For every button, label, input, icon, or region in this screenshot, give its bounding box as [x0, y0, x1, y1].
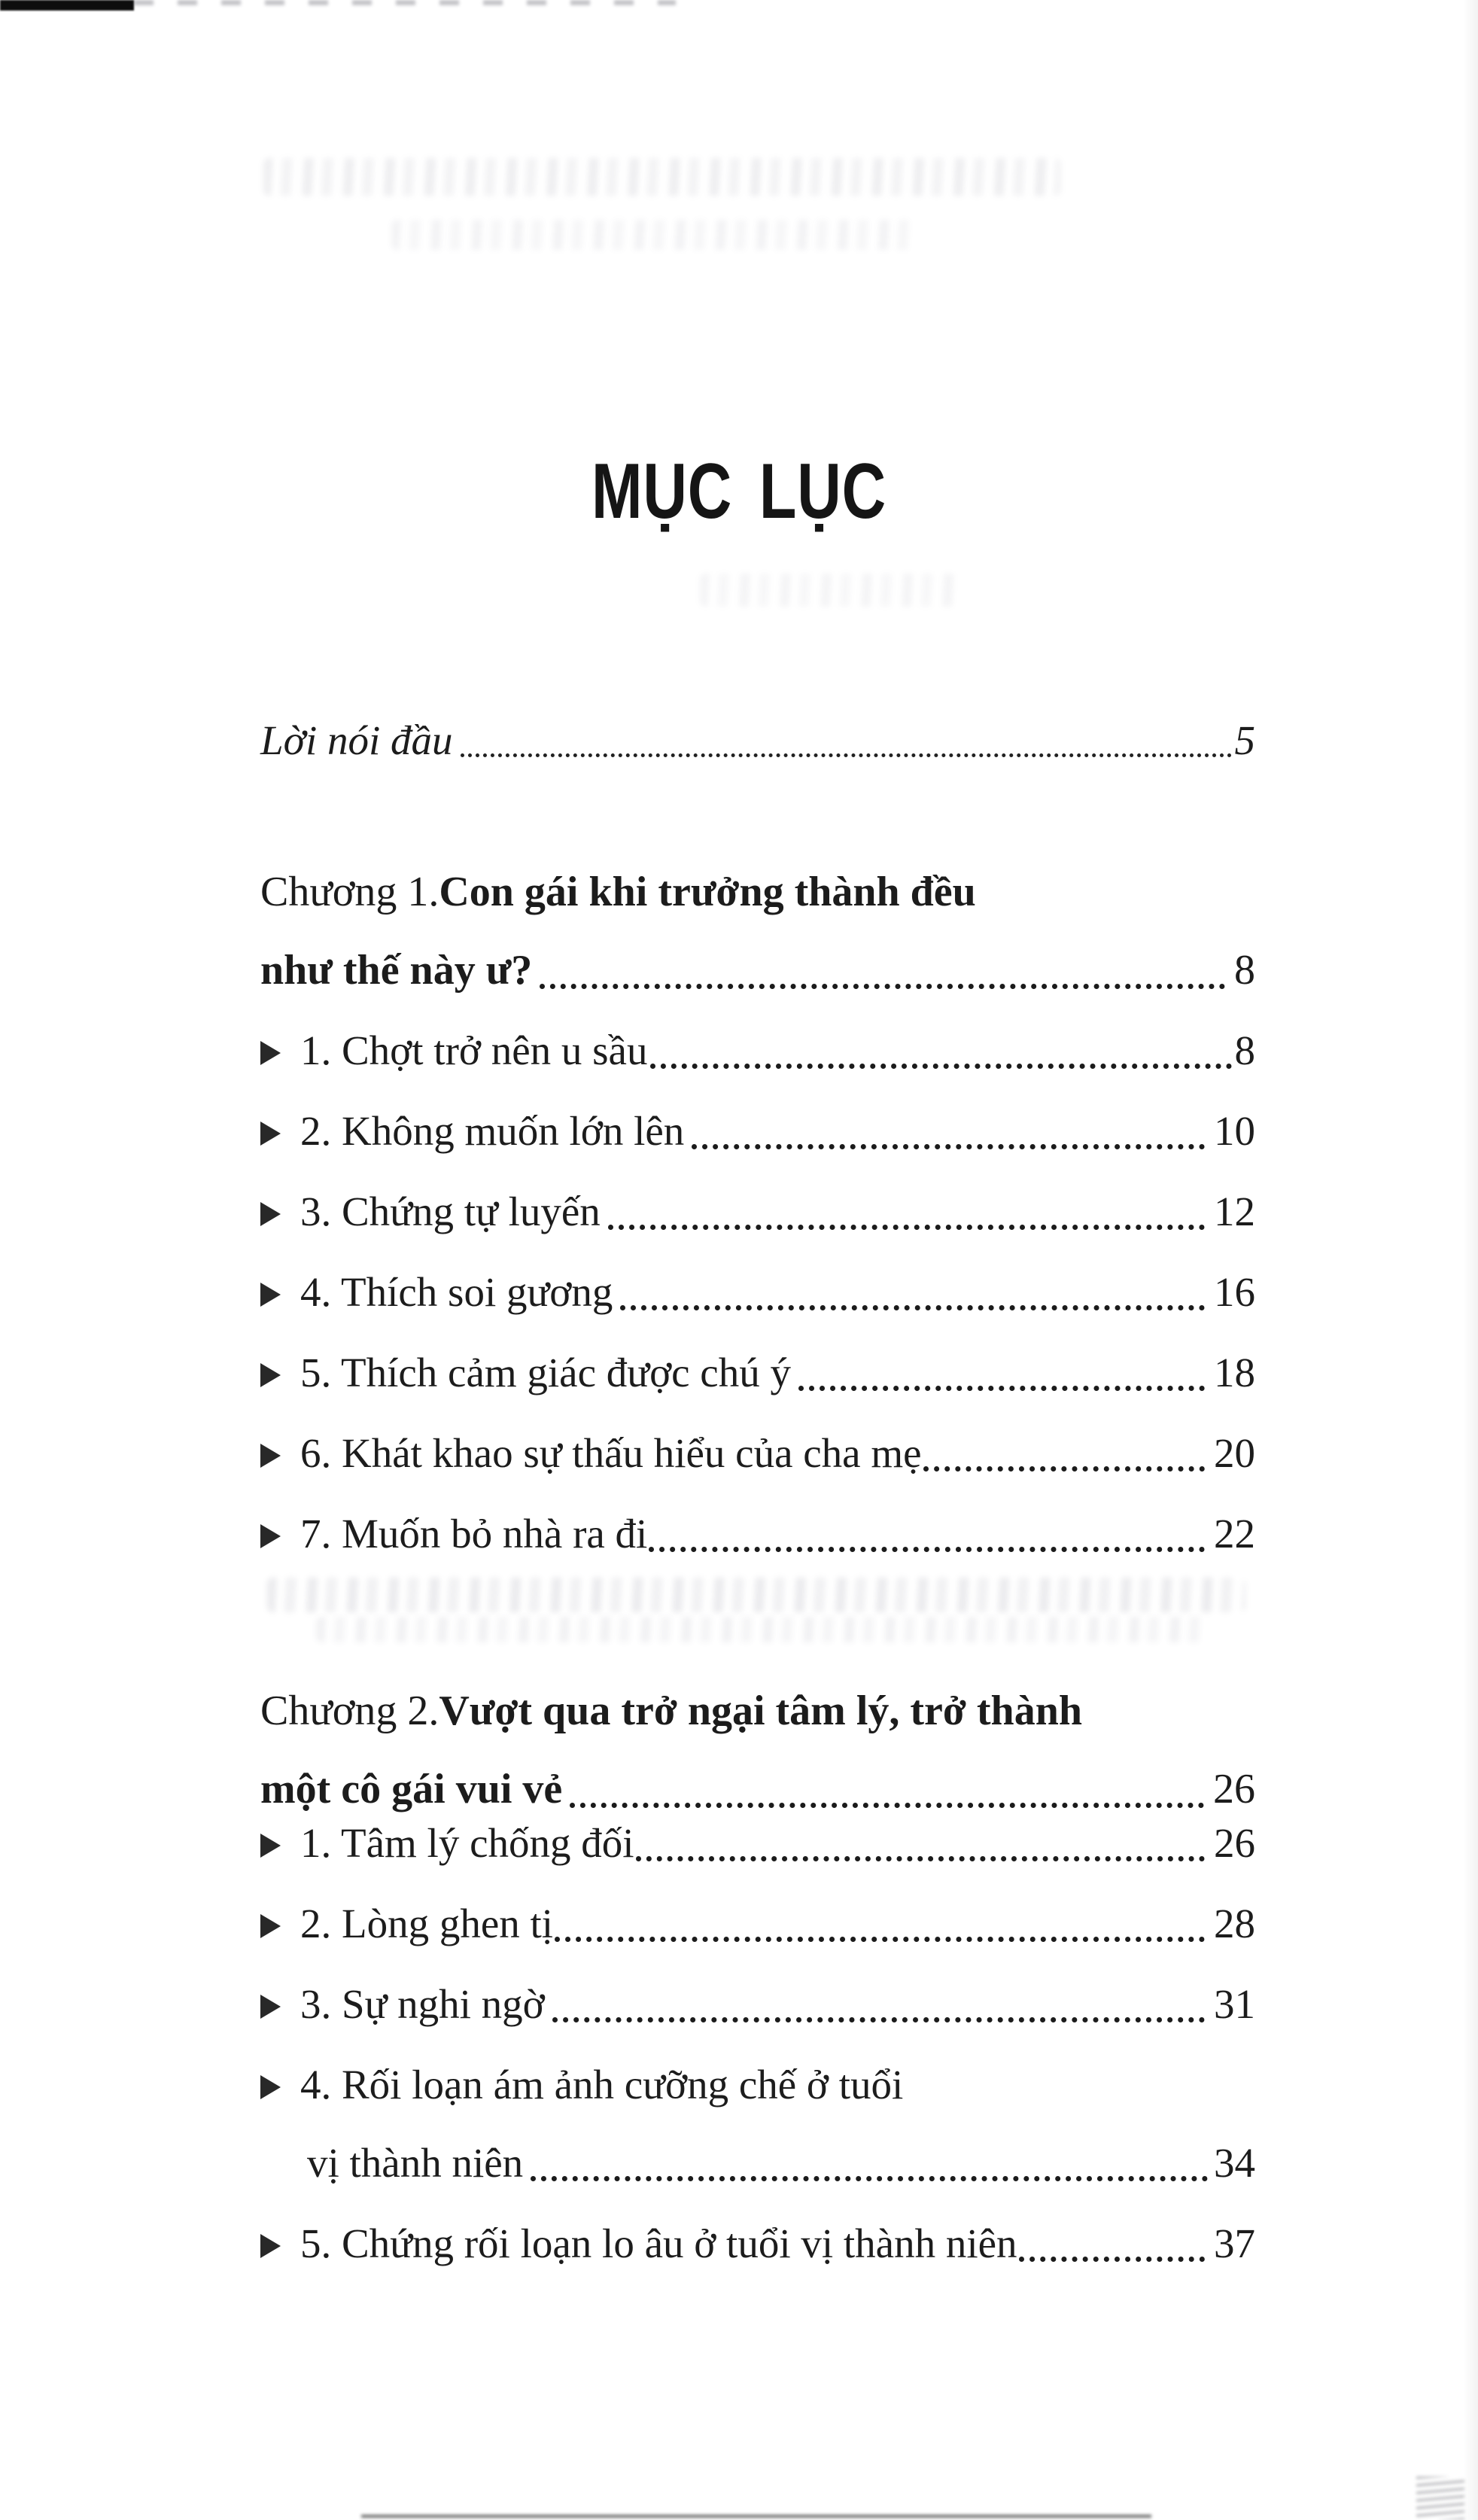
bleed-through-text-band	[263, 158, 1061, 196]
chapter-prefix: Chương 2.	[260, 1688, 439, 1734]
preface-label: Lời nói đầu	[260, 717, 453, 763]
triangle-bullet-icon	[260, 1995, 281, 2019]
entry-label: 2. Lòng ghen tị	[300, 1901, 554, 1946]
page-number: 10	[1214, 1108, 1255, 1154]
triangle-bullet-icon	[260, 1914, 281, 1938]
dot-leader	[570, 1803, 1204, 1808]
triangle-bullet-icon	[260, 1041, 281, 1065]
toc-entry	[260, 1977, 1255, 2031]
toc-entry	[260, 2217, 1255, 2270]
toc-entry-continuation	[307, 2136, 1255, 2190]
dot-leader	[798, 1386, 1205, 1391]
triangle-bullet-icon	[260, 1363, 281, 1387]
dot-leader	[540, 984, 1225, 989]
toc-entry	[260, 1816, 1255, 1870]
chapter-title-continued: một cô gái vui vẻ	[260, 1766, 563, 1812]
page-number: 12	[1214, 1188, 1255, 1234]
dot-leader	[1019, 2257, 1205, 2262]
chapter-2-heading-line2	[260, 1763, 1255, 1816]
toc-entry	[260, 1104, 1255, 1158]
dot-leader	[620, 1305, 1205, 1310]
toc-entry	[260, 1507, 1255, 1560]
scan-artifact-bottom-line	[361, 2515, 1151, 2518]
entry-label: 3. Sự nghi ngờ	[300, 1981, 545, 2027]
triangle-bullet-icon	[260, 1283, 281, 1307]
toc-entry	[260, 1346, 1255, 1399]
dot-leader	[555, 1937, 1205, 1942]
chapter-title-continued: như thế này ư?	[260, 947, 533, 994]
dot-leader	[923, 1466, 1205, 1472]
page-number: 22	[1214, 1511, 1255, 1557]
page-number: 26	[1214, 1820, 1255, 1866]
page-title: MỤC LỤC	[592, 448, 886, 535]
triangle-bullet-icon	[260, 1202, 281, 1226]
triangle-bullet-icon	[260, 2075, 281, 2099]
bleed-through-text-band	[267, 1578, 1245, 1612]
scan-artifact-top-left-bar	[0, 0, 134, 11]
toc-entry	[260, 1024, 1255, 1077]
entry-label: 4. Rối loạn ám ảnh cưỡng chế ở tuổi	[300, 2062, 904, 2108]
page-number: 28	[1214, 1901, 1255, 1946]
dot-leader	[552, 2017, 1205, 2022]
toc-entry	[260, 1265, 1255, 1319]
toc-entry	[260, 1426, 1255, 1480]
toc-entry	[260, 1185, 1255, 1238]
entry-label: 3. Chứng tự luyến	[300, 1188, 601, 1234]
dot-leader	[649, 1547, 1205, 1552]
triangle-bullet-icon	[260, 1122, 281, 1146]
entry-label: 5. Chứng rối loạn lo âu ở tuổi vị thành niên	[300, 2220, 1017, 2266]
page-number: 20	[1214, 1430, 1255, 1476]
triangle-bullet-icon	[260, 2234, 281, 2258]
triangle-bullet-icon	[260, 1834, 281, 1858]
entry-label: 4. Thích soi gương	[300, 1269, 613, 1315]
scan-artifact-top-edge	[134, 0, 676, 5]
triangle-bullet-icon	[260, 1444, 281, 1468]
dot-leader	[636, 1856, 1205, 1861]
scan-artifact-right-edge-shadow	[1463, 0, 1478, 2520]
chapter-2-heading-line1	[260, 1685, 1255, 1738]
scan-artifact-corner-smudge	[1416, 2476, 1464, 2520]
entry-label-continued: vị thành niên	[307, 2140, 524, 2186]
page-number: 8	[1234, 1027, 1255, 1073]
dot-leader	[650, 1064, 1231, 1069]
entry-label: 1. Chợt trở nên u sầu	[300, 1027, 648, 1073]
page-number: 31	[1214, 1981, 1255, 2027]
toc-entry-preface	[260, 714, 1255, 767]
chapter-1-heading-line1	[260, 866, 1255, 919]
entry-label: 1. Tâm lý chống đối	[300, 1820, 634, 1866]
page-number: 18	[1214, 1350, 1255, 1395]
entry-label: 6. Khát khao sự thấu hiểu của cha mẹ	[300, 1430, 922, 1476]
bleed-through-text-band	[391, 220, 918, 250]
page-number: 34	[1214, 2140, 1255, 2186]
toc-entry-two-line	[260, 2058, 1255, 2111]
dot-leader	[692, 1144, 1205, 1149]
chapter-prefix: Chương 1.	[260, 869, 439, 915]
dot-leader	[531, 2176, 1208, 2181]
page-number: 8	[1234, 947, 1255, 994]
entry-label: 5. Thích cảm giác được chú ý	[300, 1350, 791, 1395]
chapter-title: Vượt qua trở ngại tâm lý, trở thành	[439, 1688, 1082, 1734]
bleed-through-text-band	[316, 1617, 1204, 1642]
page-number: 26	[1213, 1766, 1255, 1812]
page-number: 5	[1234, 717, 1255, 763]
chapter-1-heading-line2	[260, 944, 1255, 997]
chapter-title: Con gái khi trưởng thành đều	[439, 869, 976, 915]
dot-leader	[461, 753, 1232, 757]
bleed-through-text-band	[700, 574, 956, 607]
triangle-bullet-icon	[260, 1524, 281, 1548]
page-number: 16	[1214, 1269, 1255, 1315]
entry-label: 7. Muốn bỏ nhà ra đi	[300, 1511, 648, 1557]
page-number: 37	[1214, 2220, 1255, 2266]
entry-label: 2. Không muốn lớn lên	[300, 1108, 685, 1154]
toc-entry	[260, 1897, 1255, 1950]
dot-leader	[608, 1225, 1205, 1230]
